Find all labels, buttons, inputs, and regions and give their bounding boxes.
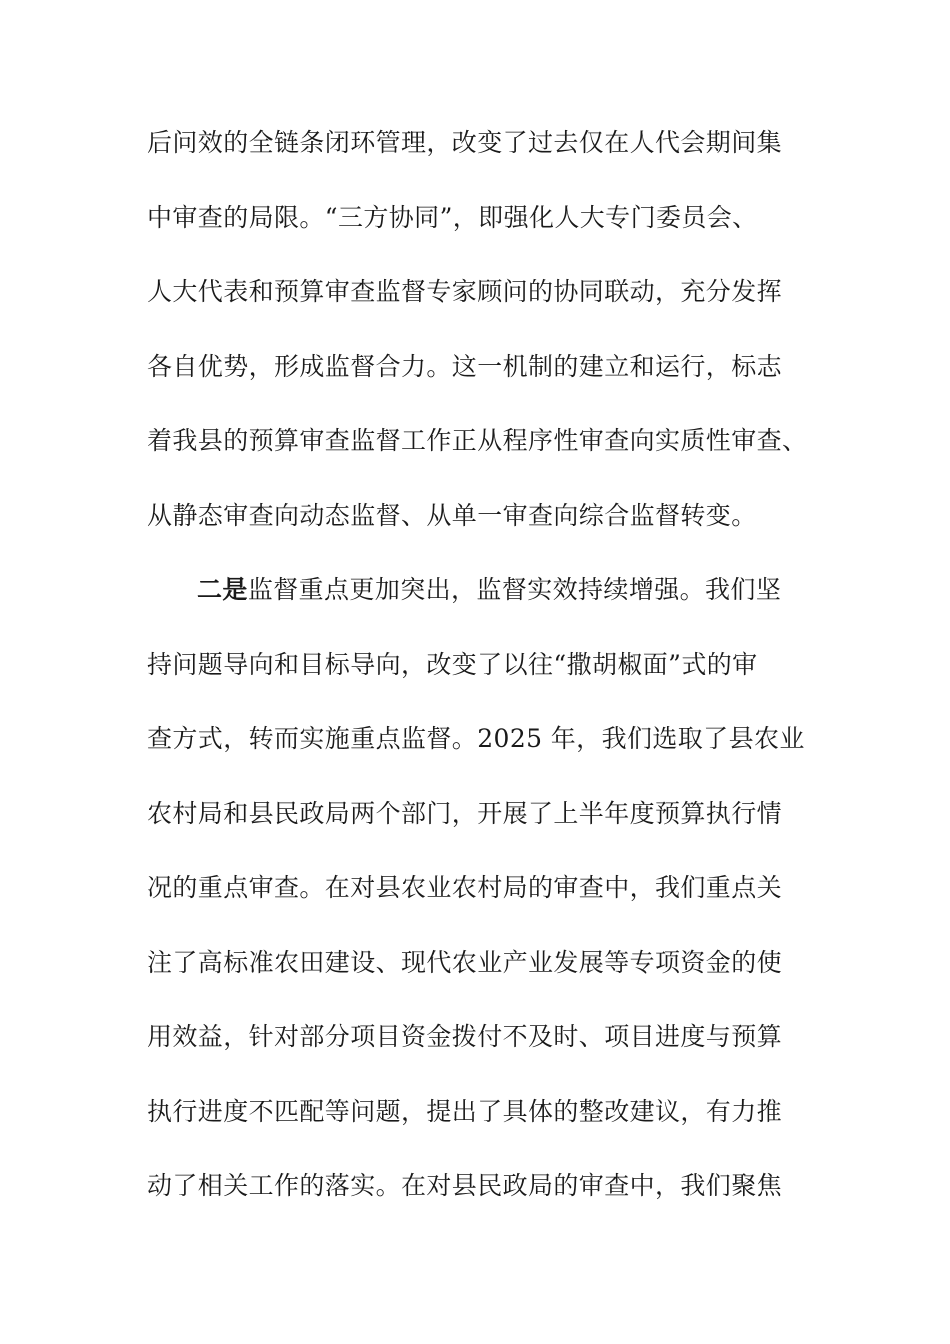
text-line: 人大代表和预算审查监督专家顾问的协同联动，充分发挥 bbox=[147, 277, 783, 306]
text-line: 执行进度不匹配等问题，提出了具体的整改建议，有力推 bbox=[147, 1096, 783, 1126]
text-line: 动了相关工作的落实。在对县民政局的审查中，我们聚焦 bbox=[147, 1171, 783, 1200]
body-text bbox=[147, 106, 807, 1224]
text-line: 后问效的全链条闭环管理，改变了过去仅在人代会期间集 bbox=[147, 128, 783, 157]
text-line: 用效益，针对部分项目资金拨付不及时、项目进度与预算 bbox=[147, 1022, 783, 1051]
text-line: 持问题导向和目标导向，改变了以往“撒胡椒面”式的审 bbox=[147, 649, 758, 679]
text-line: 中审查的局限。“三方协同”，即强化人大专门委员会、 bbox=[147, 202, 758, 232]
text-line: 农村局和县民政局两个部门，开展了上半年度预算执行情 bbox=[147, 798, 783, 828]
text-line: 况的重点审查。在对县农业农村局的审查中，我们重点关 bbox=[147, 873, 783, 902]
paragraph-first-line-text: 监督重点更加突出，监督实效持续增强。我们坚 bbox=[247, 575, 782, 604]
paragraph-first-line bbox=[147, 553, 807, 628]
text-line: 着我县的预算审查监督工作正从程序性审查向实质性审查、 bbox=[147, 426, 808, 455]
text-line: 各自优势，形成监督合力。这一机制的建立和运行，标志 bbox=[147, 351, 783, 381]
text-line: 从静态审查向动态监督、从单一审查向综合监督转变。 bbox=[147, 500, 757, 530]
paragraph-2 bbox=[147, 553, 807, 1224]
paragraph-1 bbox=[147, 106, 807, 553]
text-line: 查方式，转而实施重点监督。2025 年，我们选取了县农业 bbox=[147, 724, 805, 753]
text-line: 注了高标准农田建设、现代农业产业发展等专项资金的使 bbox=[147, 947, 783, 977]
paragraph-lead-bold: 二是 bbox=[197, 575, 248, 604]
